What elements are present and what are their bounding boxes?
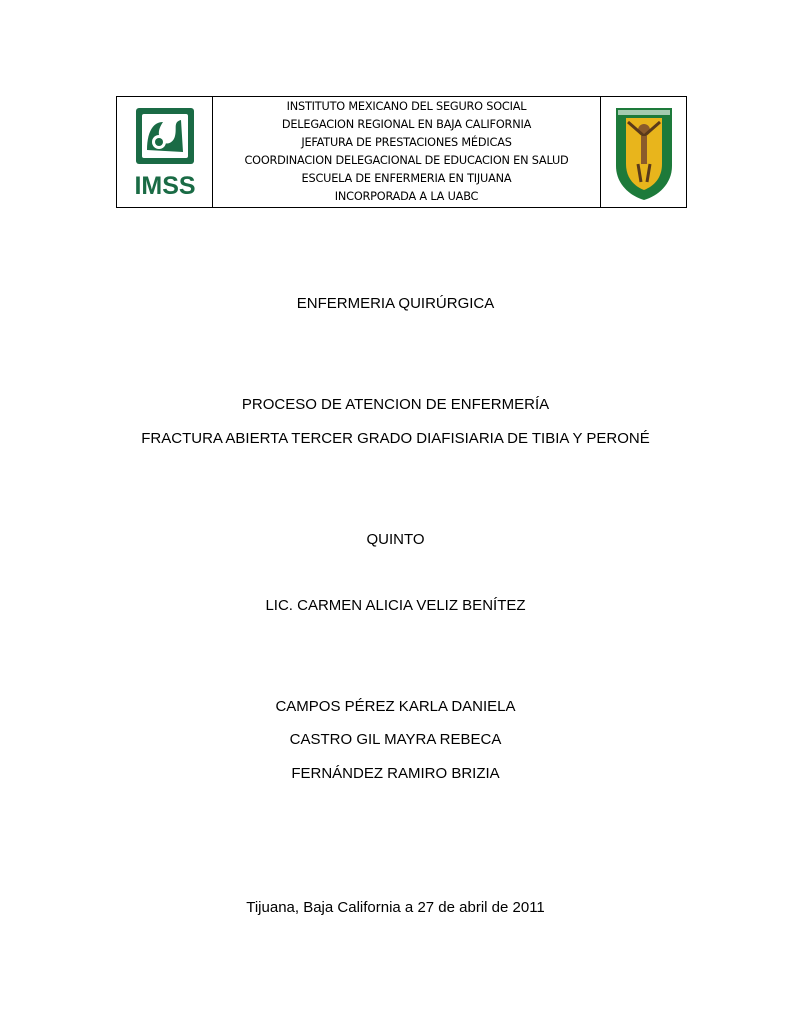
author-2: CASTRO GIL MAYRA REBECA <box>289 731 502 748</box>
author-3: FERNÁNDEZ RAMIRO BRIZIA <box>291 765 500 782</box>
place-date: Tijuana, Baja California a 27 de abril de 2011 <box>246 899 545 916</box>
header-line-5: ESCUELA DE ENFERMERIA EN TIJUANA <box>301 172 512 185</box>
process-title: PROCESO DE ATENCION DE ENFERMERÍA <box>241 396 550 413</box>
uabc-seal-icon <box>608 102 680 202</box>
header-line-6: INCORPORADA A LA UABC <box>334 190 479 203</box>
subject-title: ENFERMERIA QUIRÚRGICA <box>296 295 495 312</box>
teacher-name: LIC. CARMEN ALICIA VELIZ BENÍTEZ <box>265 597 526 614</box>
header-table <box>116 96 687 208</box>
left-logo-cell <box>117 97 213 207</box>
header-line-3: JEFATURA DE PRESTACIONES MÉDICAS <box>301 136 512 149</box>
right-logo-cell <box>600 97 686 207</box>
semester: QUINTO <box>366 531 425 548</box>
imss-logo-text: IMSS <box>133 172 196 200</box>
header-line-4: COORDINACION DELEGACIONAL DE EDUCACION EN SALUD <box>244 154 569 167</box>
author-1: CAMPOS PÉREZ KARLA DANIELA <box>275 698 516 715</box>
institution-header <box>213 97 600 207</box>
header-line-1: INSTITUTO MEXICANO DEL SEGURO SOCIAL <box>286 100 527 113</box>
topic-title: FRACTURA ABIERTA TERCER GRADO DIAFISIARIA DE TIBIA Y PERONÉ <box>141 430 650 447</box>
header-line-2: DELEGACION REGIONAL EN BAJA CALIFORNIA <box>281 118 532 131</box>
imss-logo-icon <box>129 102 201 202</box>
